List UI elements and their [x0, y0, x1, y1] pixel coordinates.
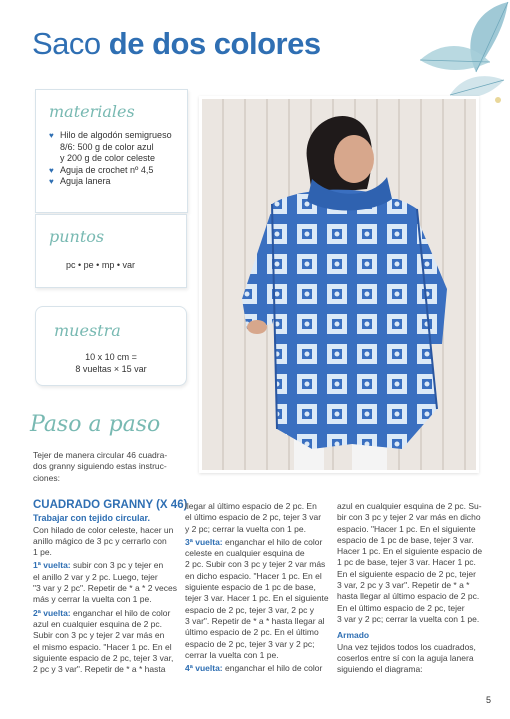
puntos-heading: puntos — [49, 227, 105, 246]
instructions-col-1: CUADRADO GRANNY (X 46) Trabajar con tejido circular. Con hilado de color celeste, hacer un anillo mágico de 3 pc y cerrarlo con 1 pe. 1ª vuelta: subir con 3 pc y tejer en el anillo 2 var y 2 pc. Luego, tejer "3 var y 2 pc". Repetir de * a * 2 veces más y cerrar la vuelta con 1 pe. 2ª vuelta: enganchar el hilo de color azul en cualquier esquina de 2 pc. Subir con 3 pc y tejer 2 var más en el mismo espacio. "Hacer 1 pc. En el siguiente espacio de 2 pc, tejer 3 var, 2 pc y 3 var". Repetir de * a * hasta — [33, 500, 193, 675]
materiales-card — [35, 89, 188, 213]
materiales-list — [49, 130, 184, 188]
materiales-heading: materiales — [49, 102, 135, 121]
section-heading: CUADRADO GRANNY (X 46) — [33, 499, 188, 511]
instructions-col-3: azul en cualquier esquina de 2 pc. Su- bir con 3 pc y tejer 2 var más en dicho espacio. "Hacer 1 pc. En el siguiente espacio de 1 pc de base, tejer 3 var. Hacer 1 pc. En el siguiente espacio de 1 pc de base, tejer 3 var. Hacer 1 pc. En el siguiente espacio de 2 pc, tejer 3 var, 2 pc y 3 var". Repetir de * a * hasta llegar al último espacio de 2 pc. En el último espacio de 2 pc, tejer 3 var y 2 pc; cerrar la vuelta con 1 pe. Armado Una vez tejidos todos los cuadrados, coserlos entre sí con la aguja lanera siguiendo el diagrama: — [337, 501, 497, 675]
model-jacket-image — [202, 99, 476, 470]
page-title — [32, 26, 321, 62]
puntos-card — [35, 214, 187, 288]
title-light: Saco — [32, 26, 101, 61]
paso-heading: Paso a paso — [30, 412, 161, 437]
sub-heading: Trabajar con tejido circular. — [33, 513, 151, 524]
product-photo — [199, 96, 479, 473]
muestra-heading: muestra — [54, 321, 121, 340]
heart-icon: ♥ — [49, 165, 54, 175]
paso-intro: Tejer de manera circular 46 cuadra- dos granny siguiendo estas instruc- ciones: — [33, 450, 168, 483]
round-label: 2ª vuelta: — [33, 607, 71, 618]
list-item: ♥ Aguja de crochet nº 4,5 — [49, 164, 154, 175]
armado-heading: Armado — [337, 630, 370, 641]
heart-icon: ♥ — [49, 177, 54, 186]
heart-icon: ♥ — [49, 131, 54, 140]
muestra-text: 10 x 10 cm = 8 vueltas × 15 var — [75, 352, 147, 374]
round-label: 4ª vuelta: — [185, 663, 223, 674]
leaf-decoration-icon — [380, 0, 510, 110]
instructions-col-2: llegar al último espacio de 2 pc. En el último espacio de 2 pc, tejer 3 var y 2 pc; cerrar la vuelta con 1 pe. 3ª vuelta: enganchar el hilo de color celeste en cualquier esquina de 2 pc. Subir con 3 pc y tejer 2 var más en dicho espacio. "Hacer 1 pc. En el siguiente espacio de 1 pc de base, tejer 3 var. Hacer 1 pc. En el siguiente espacio de 2 pc, tejer 3 var, 2 pc y 3 var". Repetir de * a * hasta llegar al último espacio de 2 pc. En el último espacio de 2 pc, tejer 3 var y 2 pc; cerrar la vuelta con 1 pe. 4ª vuelta: enganchar el hilo de color — [185, 501, 329, 674]
list-item: 8/6: 500 g de color azul — [60, 141, 154, 152]
page-number: 5 — [485, 695, 491, 705]
round-label: 1ª vuelta: — [33, 560, 71, 571]
list-item: ♥ Aguja lanera — [49, 176, 111, 186]
list-item: y 200 g de color celeste — [60, 153, 156, 163]
round-label: 3ª vuelta: — [185, 536, 223, 547]
list-item: ♥ Hilo de algodón semigrueso — [49, 130, 172, 140]
puntos-list: pc • pe • mp • var — [66, 260, 135, 270]
muestra-card — [35, 306, 187, 386]
title-bold: de dos colores — [108, 26, 321, 61]
